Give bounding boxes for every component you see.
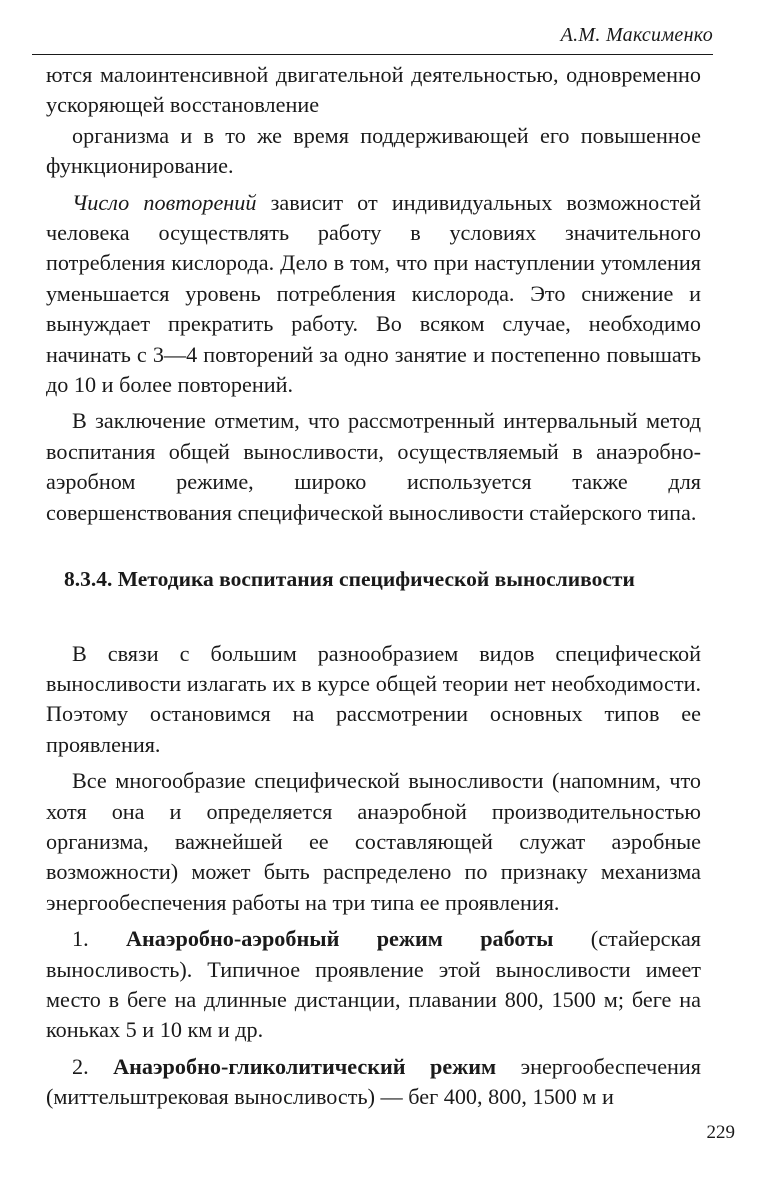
paragraph-text: зависит от индивидуальных возможностей человека осуществлять работу в условиях значительного потребления кислорода. Дело в том, что при наступлении утомления уменьшается уровень потребления кислорода. Это снижение и вынуждает прекратить работу. Во всяком случае, необходимо начинать с 3—4 повторений за одно занятие и постепенно повышать до 10 и более повторений. (46, 189, 702, 398)
paragraph (46, 121, 701, 182)
bold-term: Анаэробно-гликолитический режим (113, 1053, 497, 1079)
list-item (46, 924, 701, 1046)
bold-term: Анаэробно-аэробный режим работы (125, 926, 554, 952)
running-head-author: А.М. Максименко (560, 24, 713, 46)
paragraph-intro (46, 639, 701, 761)
paragraph-types (46, 766, 701, 918)
paragraph-repetitions (46, 188, 701, 401)
paragraph-text: В заключение отметим, что рассмотренный интервальный метод воспитания общей выносливости, осуществляемый в анаэробно-аэробном режиме, широко используется также для совершенствования специфической выносливости стайерского типа. (46, 408, 701, 525)
list-item (46, 1052, 701, 1113)
list-number: 1. (72, 926, 126, 952)
paragraph-text: Все многообразие специфической выносливости (напомним, что хотя она и определяется анаэробной производительностью организма, важнейшей ее составляющей служат аэробные возможности) может быть распределено по признаку механизма энергообеспечения работы на три типа ее проявления. (46, 768, 701, 915)
paragraph-text: ются малоинтенсивной двигательной деятельностью, одновременно ускоряющей восстановление (46, 62, 701, 118)
list-number: 2. (72, 1053, 114, 1079)
paragraph-continued (46, 60, 701, 121)
body-text (46, 60, 701, 1113)
paragraph-text: организма и в то же время поддерживающей его повышенное функционирование. (46, 122, 701, 179)
page-number: 229 (706, 1122, 735, 1143)
section-heading: 8.3.4. Методика воспитания специфической выносливости (64, 567, 635, 592)
paragraph-text: (стайерская выносливость). Типичное проявление этой выносливости имеет место в беге на длинные дистанции, плавании 800, 1500 м; беге на коньках 5 и 10 км и др. (46, 926, 702, 1043)
header-rule (32, 54, 713, 55)
italic-term: Число повторений (72, 189, 257, 215)
paragraph-text: В связи с большим разнообразием видов специфической выносливости излагать их в курсе общей теории нет необходимости. Поэтому остановимся на рассмотрении основных типов ее проявления. (46, 640, 701, 757)
paragraph-conclusion (46, 406, 701, 528)
paragraph-text: энергообеспечения (миттельштрековая выносливость) — бег 400, 800, 1500 м и (46, 1053, 702, 1110)
